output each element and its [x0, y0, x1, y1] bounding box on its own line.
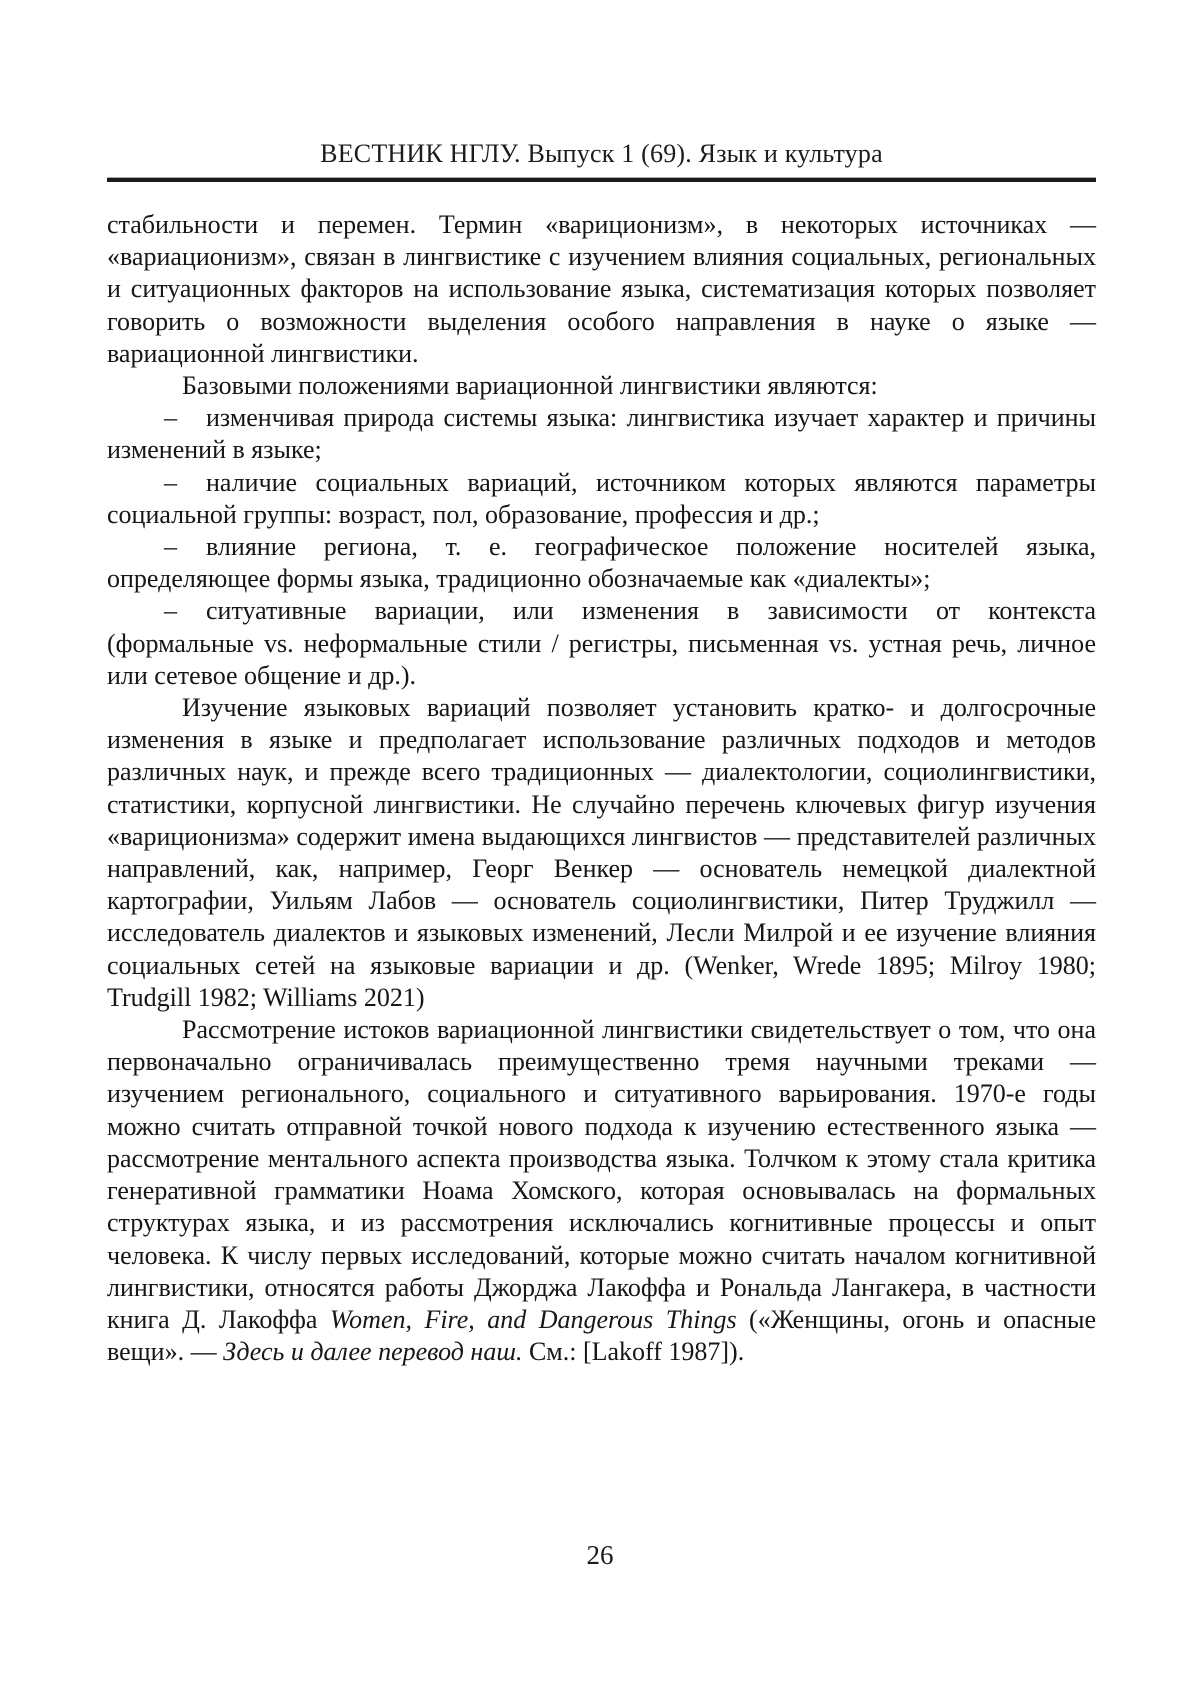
origins-text-start: Рассмотрение истоков вариационной лингвистики свидетельствует о том, что она первоначально ограничивалась преимущественно тремя научными треками — изучением регионального, социального и ситуативного варьирования. 1970-е годы можно считать отправной точкой нового подхода к изучению естественного языка — рассмотрение ментального аспекта производства языка. Толчком к этому стала критика генеративной грамматики Ноама Хомского, которая основывалась на формальных структурах языка, и из рассмотрения исключались когнитивные процессы и опыт человека. К числу первых исследований, которые можно считать началом когнитивной лингвистики, относятся работы Джорджа Лакоффа и Рональда Лангакера, в частности книга Д. Лакоффа: [107, 1015, 1096, 1334]
page-body: [107, 209, 1096, 1368]
paragraph-origins: [107, 1014, 1096, 1368]
list-item-text: наличие социальных вариаций, источником которых являются параметры социальной группы: возраст, пол, образование, профессия и др.;: [107, 467, 1096, 529]
header-rule: [107, 177, 1096, 182]
list-marker: –: [164, 532, 177, 562]
list-item-text: изменчивая природа системы языка: лингвистика изучает характер и причины изменений в языке;: [107, 403, 1096, 465]
list-marker: –: [164, 467, 177, 497]
page-number: 26: [586, 1540, 614, 1570]
list-item-text: влияние региона, т. е. географическое положение носителей языка, определяющее формы языка, традиционно обозначаемые как «диалекты»;: [107, 532, 1096, 594]
list-item-changeable-nature: [107, 402, 1096, 466]
paragraph-basics: Базовыми положениями вариационной лингвистики являются:: [182, 371, 878, 401]
list-item-situational-variations: [107, 595, 1096, 692]
page-content-column: [107, 138, 1096, 1368]
book-title-italic: Women, Fire, and Dangerous Things: [329, 1304, 737, 1334]
list-marker: –: [164, 596, 177, 626]
list-item-text: ситуативные вариации, или изменения в зависимости от контекста (формальные vs. неформальные стили / регистры, письменная vs. устная речь, личное или сетевое общение и др.).: [107, 596, 1096, 690]
list-item-social-variations: [107, 467, 1096, 531]
origins-text-end: См.: [Lakoff 1987]).: [522, 1337, 745, 1367]
paragraph-continuation: стабильности и перемен. Термин «вариционизм», в некоторых источниках — «вариационизм», связан в лингвистике с изучением влияния социальных, региональных и ситуационных факторов на использование языка, систематизация которых позволяет говорить о возможности выделения особого направления в науке о языке — вариационной лингвистики.: [107, 210, 1096, 368]
list-marker: –: [164, 403, 177, 433]
list-item-regional-influence: [107, 531, 1096, 595]
origins-text-mid: («Женщины, огонь и опасные вещи». —: [107, 1304, 1097, 1367]
translator-note-italic: Здесь и далее перевод наш.: [223, 1337, 523, 1367]
journal-header: ВЕСТНИК НГЛУ. Выпуск 1 (69). Язык и культура: [320, 139, 883, 168]
paragraph-study-of-variations: Изучение языковых вариаций позволяет установить кратко- и долгосрочные изменения в языке и предполагает использование различных подходов и методов различных наук, и прежде всего традиционных — диалектологии, социолингвистики, статистики, корпусной лингвистики. Не случайно перечень ключевых фигур изучения «вариционизма» содержит имена выдающихся лингвистов — представителей различных направлений, как, например, Георг Венкер — основатель немецкой диалектной картографии, Уильям Лабов — основатель социолингвистики, Питер Труджилл — исследователь диалектов и языковых изменений, Лесли Милрой и ее изучение влияния социальных сетей на языковые вариации и др. (Wenker, Wrede 1895; Milroy 1980; Trudgill 1982; Williams 2021): [107, 693, 1096, 1012]
